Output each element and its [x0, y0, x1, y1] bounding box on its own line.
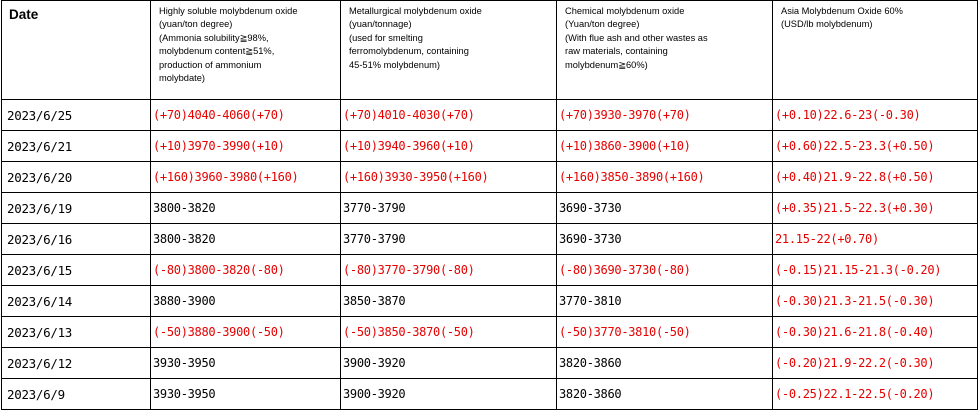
price-cell: (+10)3860-3900(+10): [557, 131, 773, 162]
date-cell: 2023/6/20: [2, 162, 151, 193]
column-header-line: (Ammonia solubility≧98%,: [159, 32, 269, 43]
price-cell: (-80)3800-3820(-80): [151, 255, 341, 286]
column-header-line: Metallurgical molybdenum oxide: [349, 6, 482, 16]
price-cell: 3800-3820: [151, 224, 341, 255]
price-cell: 3900-3920: [341, 379, 557, 410]
column-header-date: Date: [2, 1, 151, 100]
column-header-line: (used for smelting: [349, 32, 423, 43]
column-header-line: ferromolybdenum, containing: [349, 46, 469, 57]
price-cell: (-50)3850-3870(-50): [341, 317, 557, 348]
price-cell: 3690-3730: [557, 193, 773, 224]
column-header-asia-molybdenum-oxide-60: [773, 1, 978, 100]
column-header-line: (With flue ash and other wastes as: [565, 32, 708, 43]
price-cell: (-0.30)21.6-21.8(-0.40): [773, 317, 978, 348]
price-cell: 3900-3920: [341, 348, 557, 379]
header-row: [2, 1, 978, 100]
column-header-line: Chemical molybdenum oxide: [565, 6, 685, 16]
column-header-highly-soluble-molybdenum-oxide: [151, 1, 341, 100]
price-cell: 3880-3900: [151, 286, 341, 317]
column-header-line: Asia Molybdenum Oxide 60%: [781, 6, 903, 16]
date-cell: 2023/6/12: [2, 348, 151, 379]
price-cell: 3930-3950: [151, 379, 341, 410]
price-cell: 3770-3810: [557, 286, 773, 317]
price-cell: 21.15-22(+0.70): [773, 224, 978, 255]
column-header-line: (yuan/ton degree): [159, 19, 233, 30]
price-cell: (-80)3770-3790(-80): [341, 255, 557, 286]
price-cell: (-0.30)21.3-21.5(-0.30): [773, 286, 978, 317]
table-row: [2, 224, 978, 255]
table-row: [2, 162, 978, 193]
date-cell: 2023/6/15: [2, 255, 151, 286]
price-cell: 3850-3870: [341, 286, 557, 317]
table-row: [2, 193, 978, 224]
price-cell: 3690-3730: [557, 224, 773, 255]
date-cell: 2023/6/9: [2, 379, 151, 410]
molybdenum-oxide-price-table: [1, 0, 978, 410]
column-header-chemical-molybdenum-oxide: [557, 1, 773, 100]
table-row: [2, 131, 978, 162]
date-cell: 2023/6/25: [2, 100, 151, 131]
price-cell: (+160)3930-3950(+160): [341, 162, 557, 193]
date-cell: 2023/6/13: [2, 317, 151, 348]
price-cell: (+70)4010-4030(+70): [341, 100, 557, 131]
price-cell: (-0.20)21.9-22.2(-0.30): [773, 348, 978, 379]
price-cell: 3800-3820: [151, 193, 341, 224]
price-cell: (+160)3960-3980(+160): [151, 162, 341, 193]
table-header: [2, 1, 978, 100]
table-row: [2, 348, 978, 379]
price-cell: (+0.35)21.5-22.3(+0.30): [773, 193, 978, 224]
price-cell: 3820-3860: [557, 379, 773, 410]
table-row: [2, 317, 978, 348]
price-cell: 3930-3950: [151, 348, 341, 379]
column-header-line: Highly soluble molybdenum oxide: [159, 6, 298, 16]
column-header-line: (USD/lb molybdenum): [781, 19, 873, 30]
column-header-line: molybdenum content≧51%,: [159, 46, 275, 57]
price-cell: (+70)4040-4060(+70): [151, 100, 341, 131]
date-cell: 2023/6/19: [2, 193, 151, 224]
price-cell: (+0.40)21.9-22.8(+0.50): [773, 162, 978, 193]
column-header-line: production of ammonium: [159, 59, 262, 70]
date-cell: 2023/6/14: [2, 286, 151, 317]
price-cell: (-50)3770-3810(-50): [557, 317, 773, 348]
price-cell: 3820-3860: [557, 348, 773, 379]
price-cell: (+0.60)22.5-23.3(+0.50): [773, 131, 978, 162]
column-header-line: (Yuan/ton degree): [565, 19, 640, 30]
price-cell: (+10)3970-3990(+10): [151, 131, 341, 162]
price-cell: (+160)3850-3890(+160): [557, 162, 773, 193]
table-row: [2, 286, 978, 317]
column-header-line: (yuan/tonnage): [349, 19, 412, 30]
column-header-line: raw materials, containing: [565, 46, 668, 57]
price-cell: 3770-3790: [341, 193, 557, 224]
date-cell: 2023/6/16: [2, 224, 151, 255]
column-header-metallurgical-molybdenum-oxide: [341, 1, 557, 100]
price-cell: (+70)3930-3970(+70): [557, 100, 773, 131]
price-cell: (-50)3880-3900(-50): [151, 317, 341, 348]
price-cell: (+0.10)22.6-23(-0.30): [773, 100, 978, 131]
table-row: [2, 379, 978, 410]
price-cell: 3770-3790: [341, 224, 557, 255]
column-header-line: 45-51% molybdenum): [349, 59, 440, 70]
table-body: [2, 100, 978, 410]
table-row: [2, 100, 978, 131]
price-cell: (-0.25)22.1-22.5(-0.20): [773, 379, 978, 410]
price-cell: (-80)3690-3730(-80): [557, 255, 773, 286]
column-header-line: molybdate): [159, 73, 205, 84]
price-cell: (+10)3940-3960(+10): [341, 131, 557, 162]
column-header-line: molybdenum≧60%): [565, 59, 648, 70]
date-cell: 2023/6/21: [2, 131, 151, 162]
table-row: [2, 255, 978, 286]
price-cell: (-0.15)21.15-21.3(-0.20): [773, 255, 978, 286]
